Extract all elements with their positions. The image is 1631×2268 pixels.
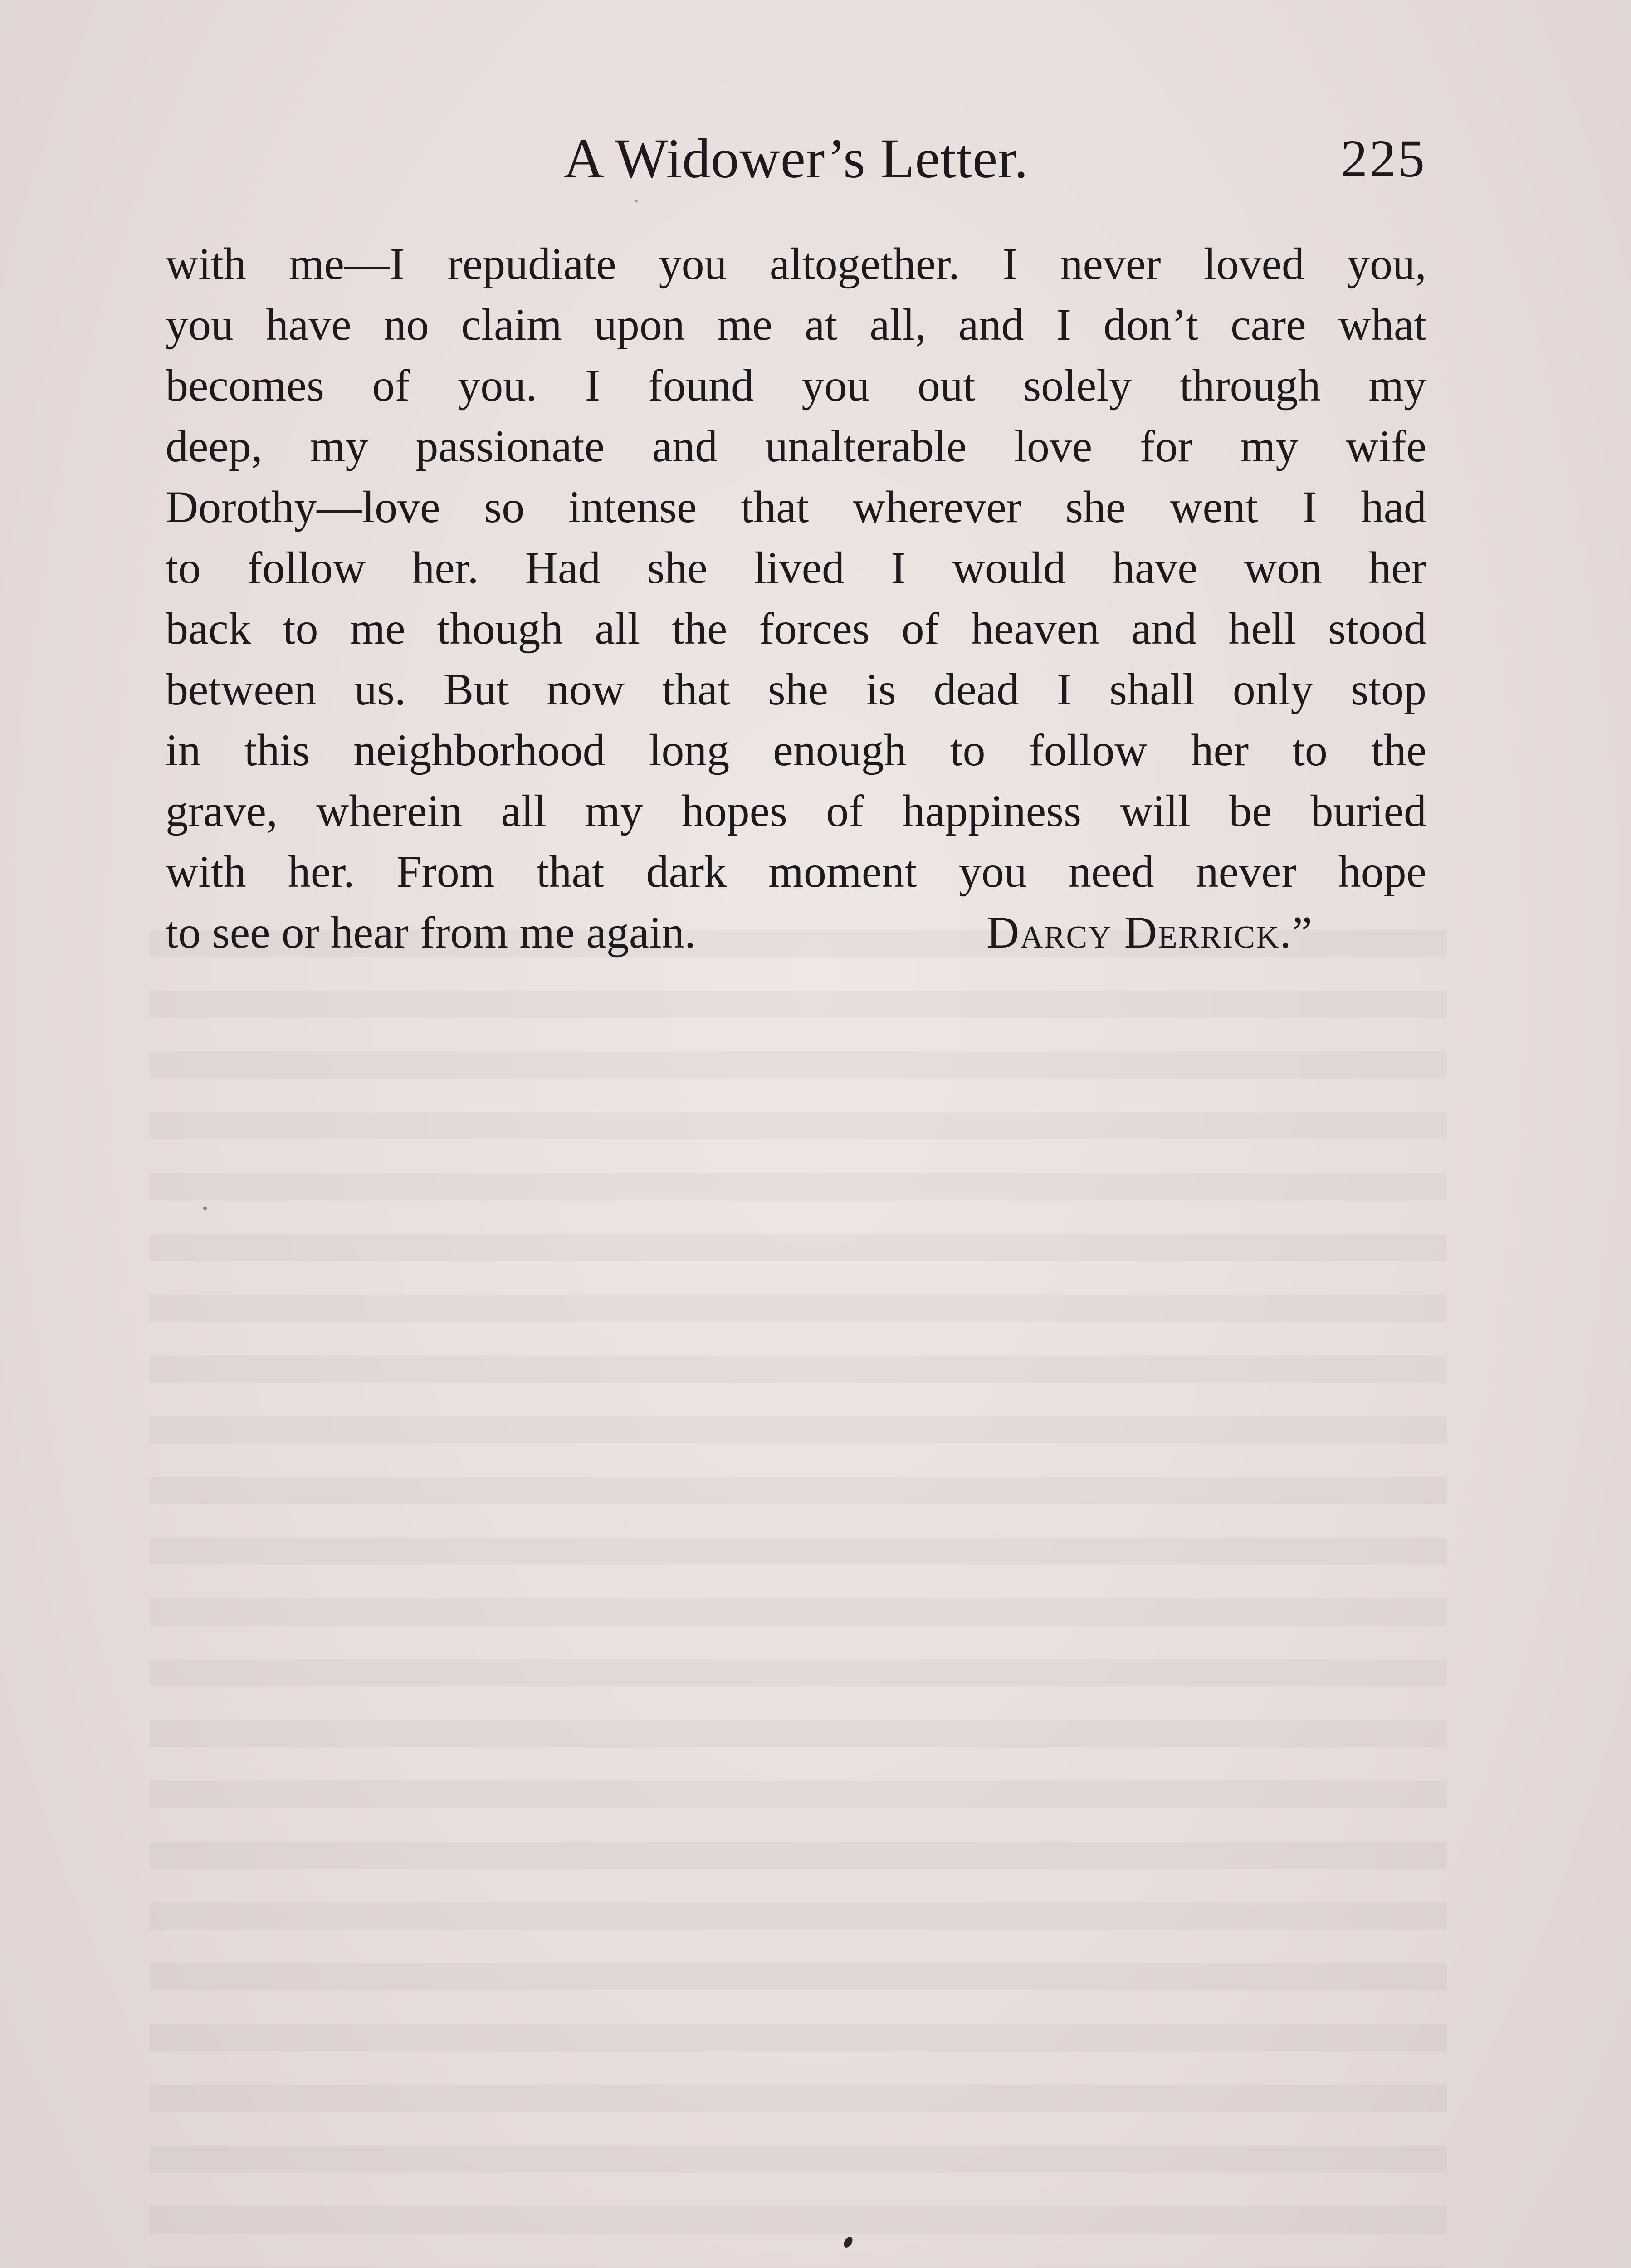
text-line: with her. From that dark moment you need never hope — [166, 846, 1426, 897]
paper-speck — [635, 200, 638, 202]
text-line: in this neighborhood long enough to follow her to the — [166, 725, 1426, 775]
letter-body — [166, 234, 1426, 963]
text-line: Dorothy—love so intense that wherever she went I had — [166, 482, 1426, 532]
text-line: deep, my passionate and unalterable love for my wife — [166, 421, 1426, 471]
text-line: between us. But now that she is dead I shall only stop — [166, 664, 1426, 714]
text-line: to follow her. Had she lived I would have won her — [166, 543, 1426, 593]
show-through-texture — [150, 930, 1447, 2268]
text-line: grave, wherein all my hopes of happiness will be buried — [166, 786, 1426, 836]
paper-speck — [203, 1207, 207, 1210]
closing-text: to see or hear from me again. — [166, 907, 696, 958]
text-line: back to me though all the forces of heaven and hell stood — [166, 603, 1426, 654]
page-number: 225 — [1341, 129, 1426, 188]
text-line: you have no claim upon me at all, and I don’t care what — [166, 299, 1426, 350]
text-line: with me—I repudiate you altogether. I never loved you, — [166, 239, 1426, 289]
page-header — [166, 125, 1426, 193]
text-line: becomes of you. I found you out solely through my — [166, 360, 1426, 411]
running-title: A Widower’s Letter. — [563, 127, 1029, 190]
signature: Darcy Derrick.” — [986, 907, 1313, 958]
closing-line — [166, 902, 1426, 963]
